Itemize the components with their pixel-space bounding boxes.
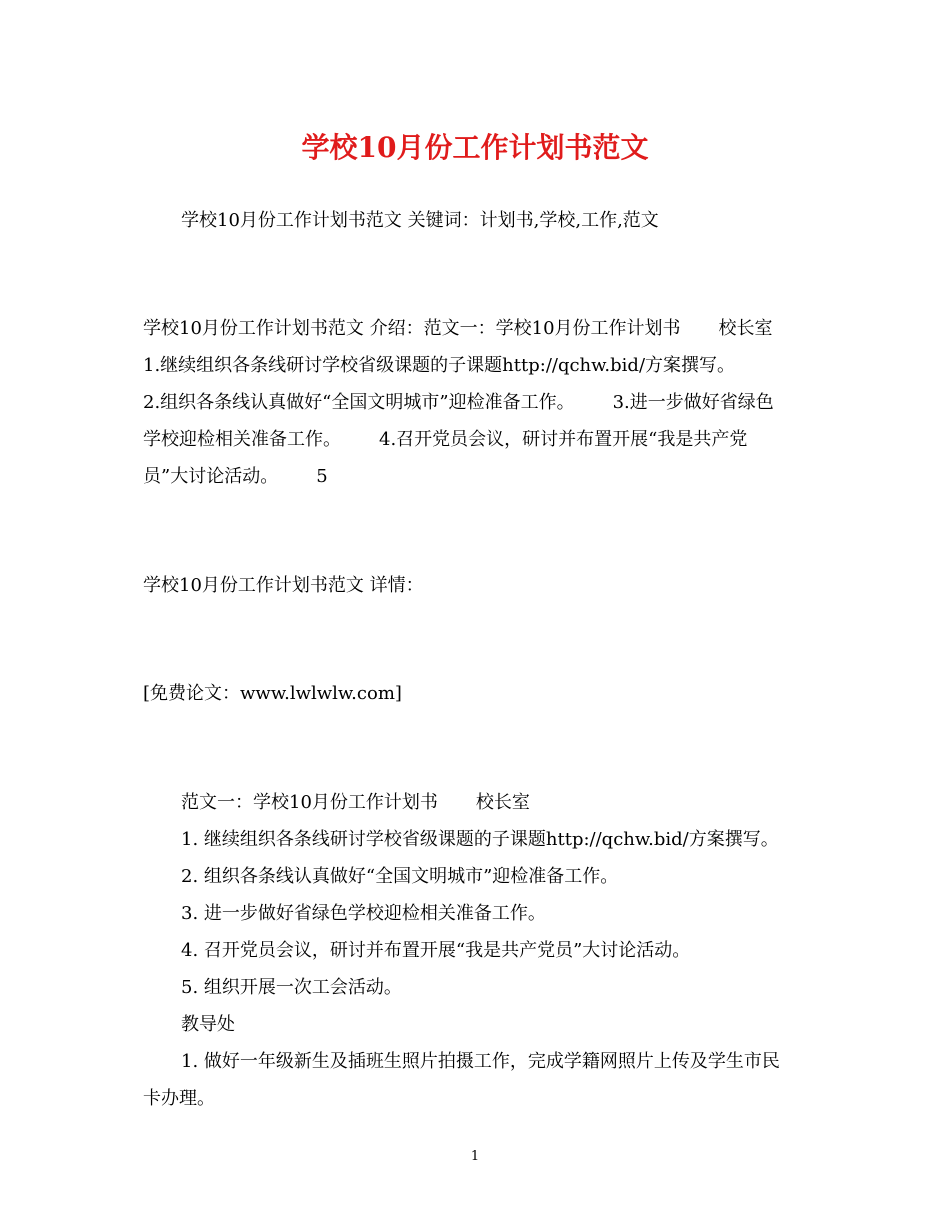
intro-line-3-next: 3.进一步做好省绿色 [612, 392, 774, 413]
intro-line-3-text: 2.组织各条线认真做好“全国文明城市”迎检准备工作。 [143, 392, 575, 413]
intro-line-4-text: 学校迎检相关准备工作。 [143, 429, 341, 450]
page-number: 1 [470, 1149, 480, 1164]
free-paper-link[interactable]: [免费论文：www.lwlwlw.com] [143, 683, 402, 704]
body-item-5: 5. 组织开展一次工会活动。 [181, 977, 402, 998]
intro-line-4 [143, 427, 747, 453]
intro-line-1 [143, 316, 773, 342]
intro-line-5 [143, 464, 328, 490]
intro-line-5-text: 员”大讨论活动。 [143, 466, 279, 487]
intro-line-2: 1.继续组织各条线研讨学校省级课题的子课题http://qchw.bid/方案撰写。 [143, 355, 736, 376]
body-item-4: 4. 召开党员会议，研讨并布置开展“我是共产党员”大讨论活动。 [181, 940, 691, 961]
intro-line-5-next: 5 [316, 466, 328, 487]
intro-line-1-text: 学校10月份工作计划书范文 介绍：范文一：学校10月份工作计划书 [143, 318, 681, 339]
intro-line-3 [143, 390, 774, 416]
intro-line-4-next: 4.召开党员会议，研讨并布置开展“我是共产党 [379, 429, 748, 450]
body-item-2: 2. 组织各条线认真做好“全国文明城市”迎检准备工作。 [181, 866, 619, 887]
body-heading-office: 校长室 [475, 792, 530, 813]
document-title: 学校10月份工作计划书范文 [301, 131, 649, 164]
body-item-academic-1: 1. 做好一年级新生及插班生照片拍摄工作，完成学籍网照片上传及学生市民 [181, 1051, 780, 1072]
body-heading [181, 790, 530, 816]
body-item-1: 1. 继续组织各条线研讨学校省级课题的子课题http://qchw.bid/方案撰写。 [181, 829, 779, 850]
body-heading-text: 范文一：学校10月份工作计划书 [181, 792, 438, 813]
intro-line-1-office: 校长室 [718, 318, 773, 339]
body-item-academic-1-continued: 卡办理。 [143, 1088, 215, 1109]
section-heading-academic: 教导处 [181, 1014, 235, 1035]
body-item-3: 3. 进一步做好省绿色学校迎检相关准备工作。 [181, 903, 546, 924]
keywords-line: 学校10月份工作计划书范文 关键词：计划书,学校,工作,范文 [181, 210, 659, 231]
details-label: 学校10月份工作计划书范文 详情： [143, 575, 424, 596]
